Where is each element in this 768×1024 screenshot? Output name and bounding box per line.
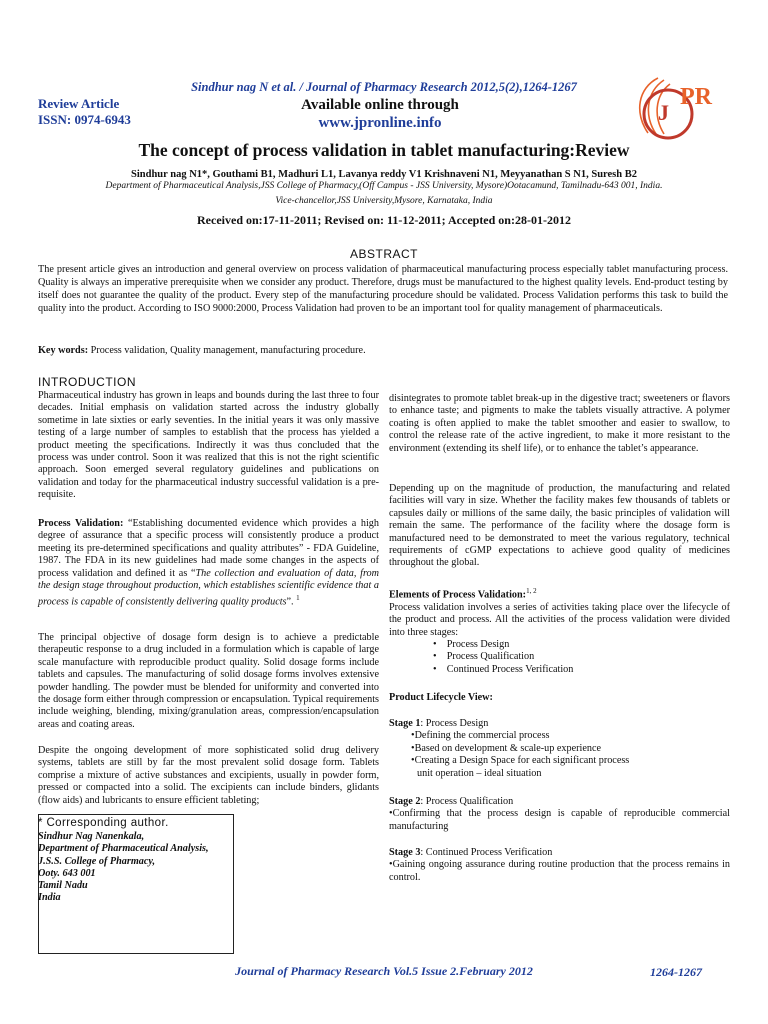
abstract-text: The present article gives an introduction and general overview on process validation of pharmaceutical manufacturing process especially tablet manufacturing process. Quality is always an imperative prerequisite when we consider any product. Therefore, drugs must be manufactured to the highest quality levels. End-product testing by itself does not guarantee the quality of the product. Every step of the manufacturing procedure should be validated. Process Validation performs this task to build the quality into the product. According to ISO 9000:2000, Process Validation had proven to be an important tool for quality management of pharmaceuticals. bbox=[38, 264, 728, 315]
introduction-heading: INTRODUCTION bbox=[38, 375, 136, 389]
stage-3-text: •Gaining ongoing assurance during routine production that the process remains in control. bbox=[389, 859, 730, 883]
corresponding-line: Department of Pharmaceutical Analysis, bbox=[38, 843, 209, 855]
right-paragraph-2: Depending up on the magnitude of production, the manufacturing and related facilities will vary in size. Whether the facility makes few thousands of tablets or capsules daily or millions of the same daily, the basic principles of validation will remain the same. The performance of the facility where the dosage form is manufactured need to be demonstrated to meet the various regulatory, technical requirements of cGMP expectations to achieve good quality of medicines throughout the global. bbox=[389, 483, 730, 569]
journal-url-link[interactable]: www.jpronline.info bbox=[318, 115, 442, 131]
elements-heading: Elements of Process Validation: bbox=[389, 589, 527, 601]
logo-j-letter: J bbox=[658, 100, 669, 125]
corresponding-line: J.S.S. College of Pharmacy, bbox=[38, 855, 156, 867]
stage-1-item: •Creating a Design Space for each significant process bbox=[411, 755, 630, 767]
author-list: Sindhur nag N1*, Gouthami B1, Madhuri L1, Lavanya reddy V1 Krishnaveni N1, Meyyanathan S N1, Suresh B2 bbox=[131, 169, 637, 180]
logo-text: PR bbox=[680, 84, 712, 110]
intro-paragraph-1: Pharmaceutical industry has grown in leaps and bounds during the last three to four decades. Initial emphasis on validation started across the industry globally sometime in late sixties or early seventies. In the initial years it was only massive testing of a large number of samples to establish that the process has yielded a product meeting the specifications. Indirectly it was thus concluded that the process was under control. Soon it was realized that this is not the right scientific approach. Soon emerged several regulatory guidelines and publications on validation and today for the pharmaceutical industry successful validation is a pre-requisite. bbox=[38, 390, 379, 501]
stage-2-title: : Process Qualification bbox=[420, 796, 514, 807]
affiliation-1: Department of Pharmaceutical Analysis,JSS College of Pharmacy,(Off Campus - JSS University, Mysore)Ootacamund, Tamilnadu-643 001, India. bbox=[105, 181, 663, 191]
process-validation-label: Process Validation: bbox=[38, 518, 124, 529]
process-validation-paragraph bbox=[38, 518, 379, 609]
keywords-text: Process validation, Quality management, manufacturing procedure. bbox=[90, 345, 366, 356]
stage-1-block bbox=[389, 718, 730, 780]
corresponding-line: Tamil Nadu bbox=[38, 880, 88, 892]
paper-title: The concept of process validation in tablet manufacturing:Review bbox=[138, 140, 630, 160]
elements-section bbox=[389, 585, 730, 676]
footer-journal: Journal of Pharmacy Research Vol.5 Issue 2.February 2012 bbox=[235, 964, 533, 978]
stage-1-item: •Based on development & scale-up experience bbox=[411, 742, 601, 754]
issn: ISSN: 0974-6943 bbox=[38, 112, 131, 127]
intro-paragraph-4: Despite the ongoing development of more sophisticated solid drug delivery systems, tablets are still by far the most prevalent solid dosage form. Tablets comprise a mixture of active substances and excipients, usually in powder form, pressed or compacted into a solid. The excipients can include binders, glidants (flow aids) and lubricants to ensure efficient tableting; bbox=[38, 745, 379, 806]
corresponding-line: Sindhur Nag Nanenkala, bbox=[38, 831, 145, 842]
journal-citation: Sindhur nag N et al. / Journal of Pharmacy Research 2012,5(2),1264-1267 bbox=[191, 80, 577, 94]
stage-1-item: •Defining the commercial process bbox=[411, 730, 550, 742]
corresponding-line: Ooty. 643 001 bbox=[38, 867, 96, 879]
process-validation-end: ”. bbox=[286, 596, 297, 608]
stage-3-block bbox=[389, 847, 730, 884]
corresponding-line: India bbox=[38, 892, 61, 904]
stage-list-item: • Process Qualification bbox=[433, 651, 535, 663]
right-paragraph-1: disintegrates to promote tablet break-up in the digestive tract; sweeteners or flavors to enhance taste; and pigments to make the tablets visually attractive. A polymer coating is often applied to make the tablet smoother and easier to swallow, to control the release rate of the active ingredient, to make it more resistant to the environment (extending its shelf life), or to enhance the tablet’s appearance. bbox=[389, 393, 730, 454]
received-dates: Received on:17-11-2011; Revised on: 11-12-2011; Accepted on:28-01-2012 bbox=[197, 213, 571, 227]
keywords bbox=[38, 345, 728, 356]
bullet-icon: • bbox=[433, 663, 437, 675]
process-validation-ref: 1 bbox=[296, 594, 300, 603]
stage-1-item: unit operation – ideal situation bbox=[417, 767, 542, 779]
stage-2-label: Stage 2 bbox=[389, 796, 421, 807]
stage-list-item: • Process Design bbox=[433, 639, 510, 651]
intro-paragraph-3: The principal objective of dosage form design is to achieve a predictable therapeutic response to a drug included in a formulation which is capable of large scale manufacture with reproducible product quality. Solid dosage forms include tablets and capsules. The manufacturing of solid dosage forms involves extensive powder handling. The powder must be blended for uniformity and converted into the dosage form either through compression or encapsulation. Typical requirements include weighing, blending, mixing/granulation areas, compression/encapsulation areas and coating areas. bbox=[38, 632, 379, 730]
stage-3-label: Stage 3 bbox=[389, 847, 421, 858]
corresponding-author-heading: * Corresponding author. bbox=[38, 817, 169, 829]
footer-pages: 1264-1267 bbox=[650, 965, 702, 979]
bullet-icon: • bbox=[433, 651, 437, 663]
stage-2-text: •Confirming that the process design is capable of reproducible commercial manufacturing bbox=[389, 808, 730, 832]
process-validation-quote: The collection and evaluation of data, from the design stage throughout production, which establishes scientific evidence that a process is capable of consistently delivering quality products bbox=[38, 567, 379, 608]
abstract-heading: ABSTRACT bbox=[349, 247, 418, 261]
stage-3-title: : Continued Process Verification bbox=[420, 847, 553, 858]
elements-ref: 1, 2 bbox=[526, 587, 537, 595]
elements-text: Process validation involves a series of activities taking place over the lifecycle of the product and process. All the activities of the process validation were divided into three stages: bbox=[389, 601, 730, 638]
process-validation-text: “Establishing documented evidence which provides a high degree of assurance that a specific process will consistently produce a product meeting its pre-determined specifications and quality attributes” - FDA Guideline, 1987. The FDA in its new guidelines had made some changes in the aspects of process validation and defined it as “ bbox=[38, 518, 379, 579]
corresponding-author-details bbox=[38, 831, 209, 905]
article-type: Review Article bbox=[38, 96, 120, 111]
stage-1-title: : Process Design bbox=[420, 718, 489, 729]
stage-list-item: • Continued Process Verification bbox=[433, 663, 574, 675]
stage-1-label: Stage 1 bbox=[389, 718, 421, 729]
affiliation-2: Vice-chancellor,JSS University,Mysore, Karnataka, India bbox=[275, 196, 493, 206]
article-info bbox=[38, 96, 131, 128]
available-online-label: Available online through bbox=[301, 97, 459, 113]
bullet-icon: • bbox=[433, 639, 437, 651]
journal-logo bbox=[628, 68, 723, 148]
keywords-label: Key words: bbox=[38, 345, 89, 356]
lifecycle-heading: Product Lifecycle View: bbox=[389, 692, 493, 703]
stage-2-block bbox=[389, 796, 730, 833]
